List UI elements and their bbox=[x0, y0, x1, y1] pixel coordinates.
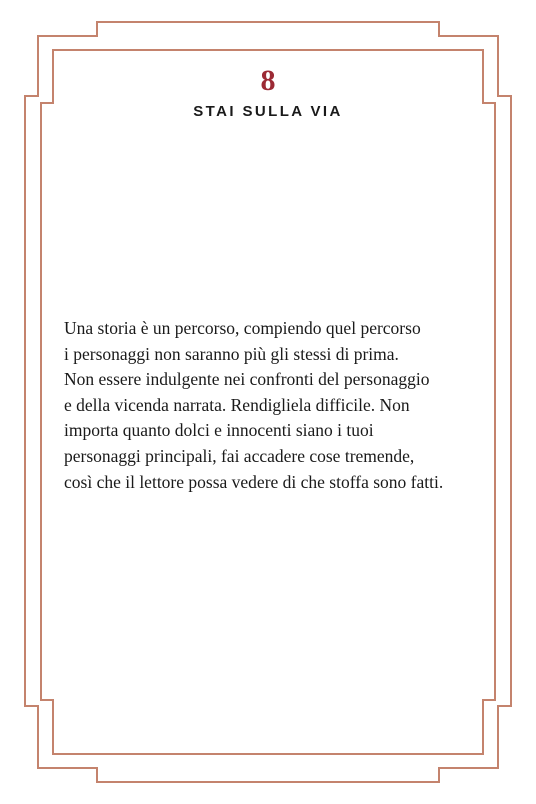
body-line: Una storia è un percorso, compiendo quel percorso bbox=[64, 318, 421, 338]
body-line: personaggi principali, fai accadere cose tremende, bbox=[64, 445, 415, 466]
body-line: i personaggi non saranno più gli stessi di prima. bbox=[64, 343, 399, 364]
chapter-number: 8 bbox=[260, 64, 276, 97]
body-line: importa quanto dolci e innocenti siano i tuoi bbox=[64, 420, 374, 441]
chapter-title: STAI SULLA VIA bbox=[193, 103, 343, 120]
body-line: e della vicenda narrata. Rendigliela difficile. Non bbox=[64, 394, 410, 415]
body-line: Non essere indulgente nei confronti del personaggio bbox=[64, 369, 430, 390]
body-paragraph bbox=[64, 316, 484, 495]
body-line: così che il lettore possa vedere di che stoffa sono fatti. bbox=[64, 471, 444, 492]
